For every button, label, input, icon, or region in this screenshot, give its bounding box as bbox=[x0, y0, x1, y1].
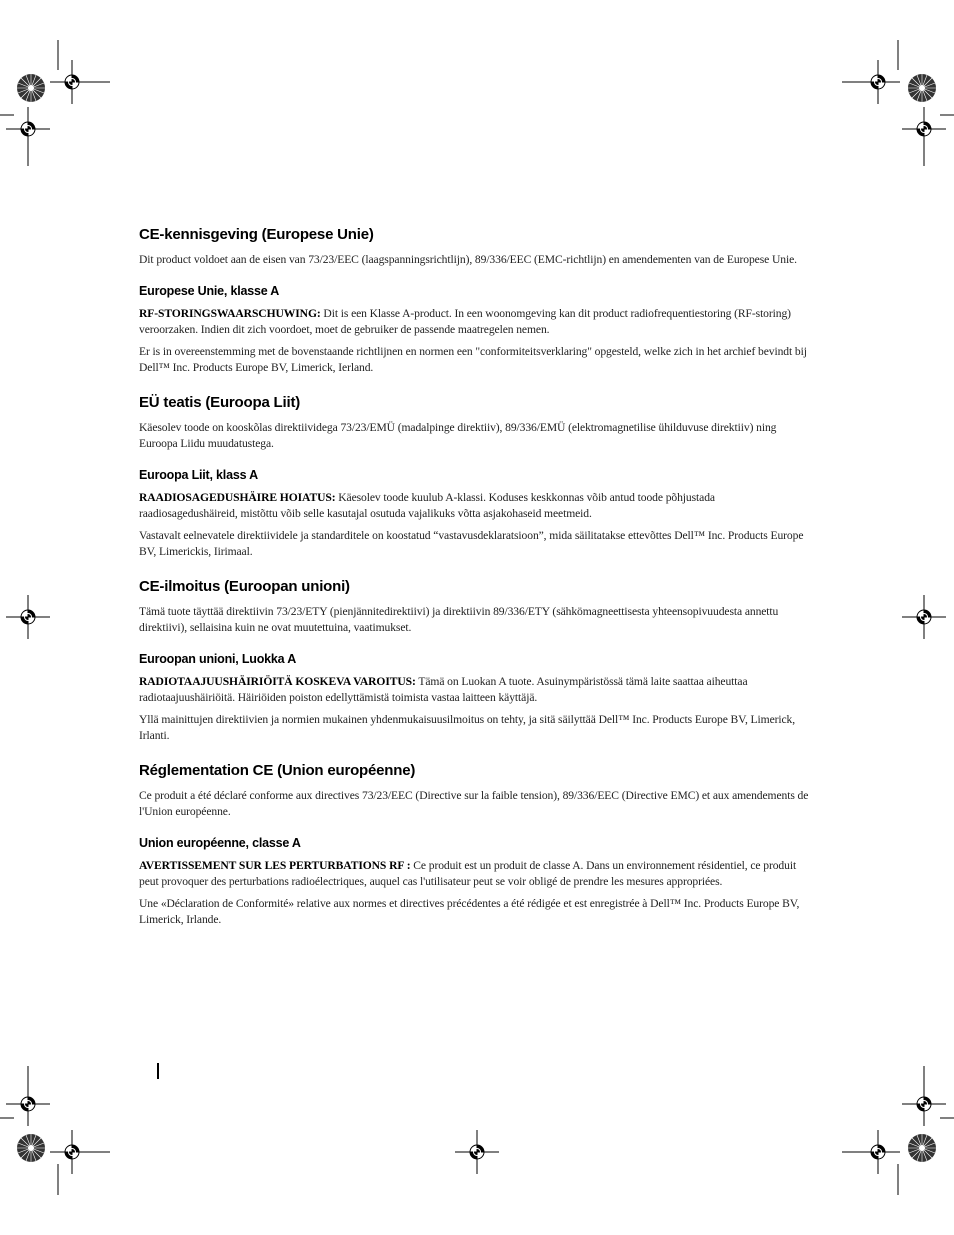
document-content bbox=[139, 226, 813, 946]
warning-paragraph bbox=[139, 306, 813, 338]
warning-paragraph bbox=[139, 674, 813, 706]
section-intro: Tämä tuote täyttää direktiivin 73/23/ETY (pienjännitedirektiivi) ja direktiivin 89/336/ETY (sähkömagneettisesta yhteensopivuudesta annettu direktiivi), sellaisina kuin ne ovat muutettuina, vaatimukset. bbox=[139, 605, 779, 634]
section-intro: Dit product voldoet aan de eisen van 73/23/EEC (laagspanningsrichtlijn), 89/336/EEC (EMC-richtlijn) en amendementen van de Europese Unie. bbox=[139, 253, 797, 266]
warning-label: RAADIOSAGEDUSHÄIRE HOIATUS: bbox=[139, 491, 336, 504]
warning-text: Käesolev toode kuulub A-klassi. Koduses keskkonnas võib antud toode põhjustada raadiosagedushäireid, mistõttu võib selle kasutajal osutuda vajalikuks võtta asjakohaseid meetmeid. bbox=[139, 491, 715, 520]
section-finnish bbox=[139, 578, 813, 744]
color-bar-mark-top-left bbox=[17, 74, 45, 102]
declaration-paragraph: Yllä mainittujen direktiivien ja normien mukainen yhdenmukaisuusilmoitus on tehty, ja sitä säilyttää Dell™ Inc. Products Europe BV, Limerick, Irlanti. bbox=[139, 713, 796, 742]
warning-label: AVERTISSEMENT SUR LES PERTURBATIONS RF : bbox=[139, 859, 411, 872]
section-title: CE-kennisgeving (Europese Unie) bbox=[139, 226, 374, 243]
section-subtitle: Euroopan unioni, Luokka A bbox=[139, 652, 297, 666]
section-intro: Ce produit a été déclaré conforme aux directives 73/23/EEC (Directive sur la faible tension), 89/336/EEC (Directive EMC) et aux amendements de l'Union européenne. bbox=[139, 789, 809, 818]
section-french bbox=[139, 762, 813, 928]
warning-paragraph bbox=[139, 490, 813, 522]
warning-paragraph bbox=[139, 858, 813, 890]
declaration-paragraph: Une «Déclaration de Conformité» relative aux normes et directives précédentes a été rédigée et est enregistrée à Dell™ Inc. Products Europe BV, Limerick, Irlande. bbox=[139, 897, 800, 926]
section-title: Réglementation CE (Union européenne) bbox=[139, 762, 416, 779]
section-subtitle: Europese Unie, klasse A bbox=[139, 284, 280, 298]
section-subtitle: Euroopa Liit, klass A bbox=[139, 468, 258, 482]
color-bar-mark-top-right bbox=[908, 74, 936, 102]
color-bar-mark-bottom-left bbox=[17, 1134, 45, 1162]
section-title: CE-ilmoitus (Euroopan unioni) bbox=[139, 578, 350, 595]
page-number-bar bbox=[157, 1063, 159, 1079]
section-estonian bbox=[139, 394, 813, 560]
section-dutch bbox=[139, 226, 813, 376]
section-intro: Käesolev toode on kooskõlas direktiividega 73/23/EMÜ (madalpinge direktiiv), 89/336/EMÜ (elektromagnetilise ühilduvuse direktiiv) ning Euroopa Liidu muudatustega. bbox=[139, 421, 777, 450]
warning-text: Tämä on Luokan A tuote. Asuinympäristössä tämä laite saattaa aiheuttaa radiotaajuushäiriöitä. Häiriöiden poiston edellyttämistä toimista vastaa laitteen käyttäjä. bbox=[139, 675, 748, 704]
warning-label: RADIOTAAJUUSHÄIRIÖITÄ KOSKEVA VAROITUS: bbox=[139, 675, 416, 688]
section-title: EÜ teatis (Euroopa Liit) bbox=[139, 394, 301, 411]
warning-text: Dit is een Klasse A-product. In een woonomgeving kan dit product radiofrequentiestoring (RF-storing) veroorzaken. Indien dit zich voordoet, moet de gebruiker de passende maatregelen nemen. bbox=[139, 307, 791, 336]
warning-label: RF-STORINGSWAARSCHUWING: bbox=[139, 307, 321, 320]
section-subtitle: Union européenne, classe A bbox=[139, 836, 301, 850]
warning-text: Ce produit est un produit de classe A. Dans un environnement résidentiel, ce produit peut provoquer des perturbations radioélectriques, auquel cas l'utilisateur peut se voir obligé de prendre les mesures appropriées. bbox=[139, 859, 797, 888]
declaration-paragraph: Er is in overeenstemming met de bovenstaande richtlijnen en normen een "conformiteitsverklaring" opgesteld, welke zich in het archief bevindt bij Dell™ Inc. Products Europe BV, Limerick, Ierland. bbox=[139, 345, 807, 374]
color-bar-mark-bottom-right bbox=[908, 1134, 936, 1162]
declaration-paragraph: Vastavalt eelnevatele direktiividele ja standarditele on koostatud “vastavusdeklaratsioon”, mida säilitatakse ettevõttes Dell™ Inc. Products Europe BV, Limerickis, Iirimaal. bbox=[139, 529, 804, 558]
